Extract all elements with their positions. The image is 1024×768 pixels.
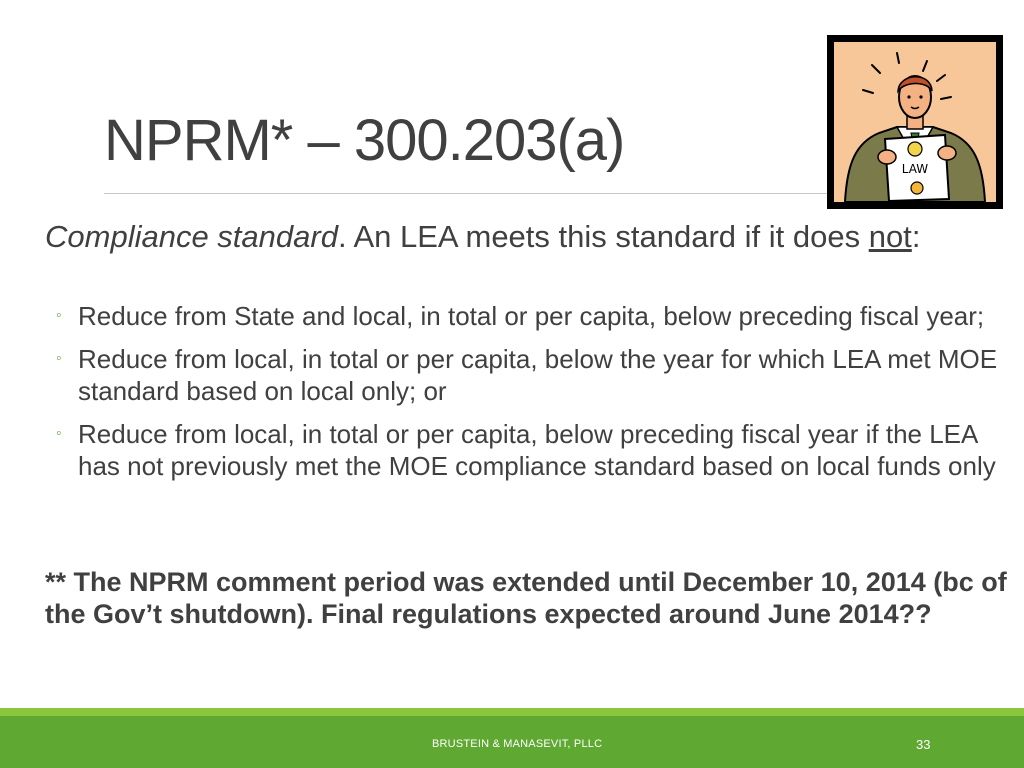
compliance-standard-paragraph — [45, 219, 1005, 254]
law-document-text: LAW — [901, 162, 929, 176]
bullet-circle-icon: ◦ — [56, 425, 62, 442]
criteria-list — [45, 300, 1005, 493]
compliance-standard-term: Compliance standard — [45, 219, 338, 254]
compliance-standard-text: . An LEA meets this standard if it does — [337, 219, 869, 254]
bullet-circle-icon: ◦ — [56, 307, 62, 324]
list-item: ◦ Reduce from local, in total or per capita, below preceding fiscal year if the LEA has not previously met the MOE compliance standard based on local funds only — [56, 419, 996, 481]
footer-accent-stripe — [0, 708, 1024, 716]
list-item: ◦ Reduce from local, in total or per capita, below the year for which LEA met MOE standard based on local only; or — [56, 344, 998, 406]
title-divider — [104, 193, 830, 194]
lead-colon: : — [911, 219, 921, 254]
lawyer-clipart-icon — [827, 35, 1003, 209]
list-item: ◦ Reduce from State and local, in total or per capita, below preceding fiscal year; — [56, 301, 985, 331]
not-emphasis: not — [868, 219, 912, 254]
footer-firm-name: BRUSTEIN & MANASEVIT, PLLC — [432, 738, 603, 750]
slide-title: NPRM* – 300.203(a) — [104, 108, 625, 173]
comment-period-note: ** The NPRM comment period was extended until December 10, 2014 (bc of the Gov’t shutdown). Final regulations expected around June 2014?? — [45, 567, 1007, 629]
bullet-circle-icon: ◦ — [56, 350, 62, 367]
slide-number: 33 — [916, 737, 931, 752]
